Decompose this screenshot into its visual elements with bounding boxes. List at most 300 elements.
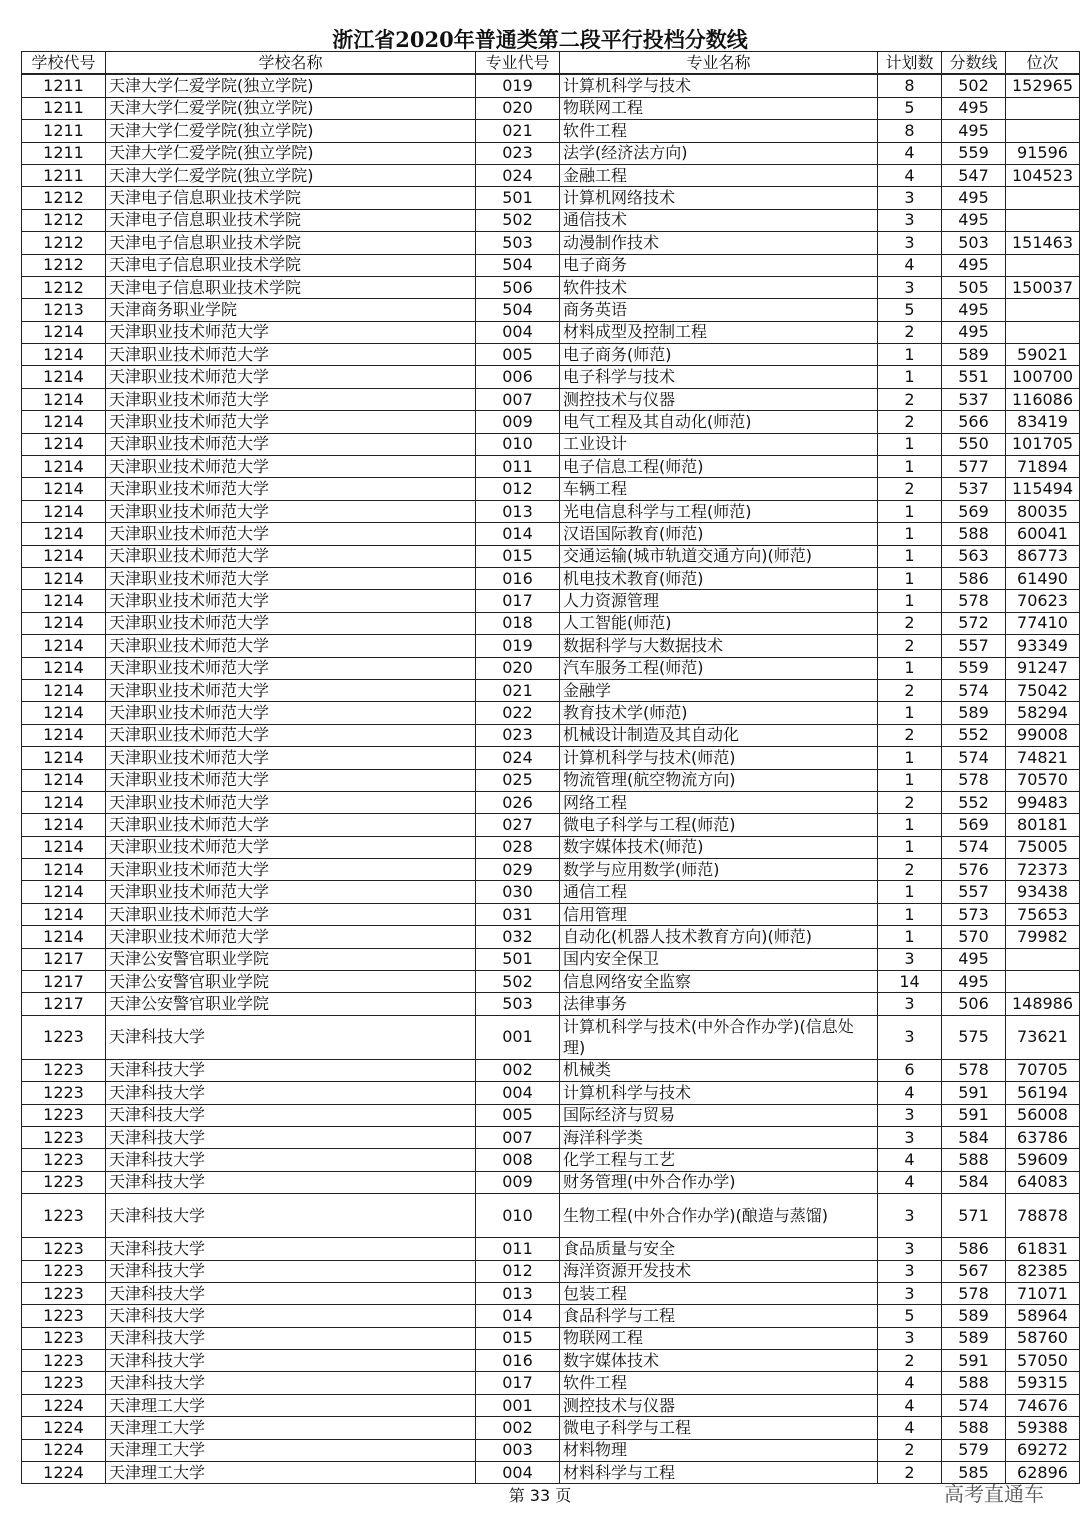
cell-rank: 75005: [1006, 836, 1080, 858]
cell-school-name: 天津科技大学: [106, 1059, 476, 1081]
cell-major-name: 计算机科学与技术(师范): [560, 747, 878, 769]
cell-plan: 3: [878, 1238, 942, 1260]
cell-major-name: 工业设计: [560, 433, 878, 455]
cell-plan: 3: [878, 1327, 942, 1349]
cell-major-name: 软件工程: [560, 120, 878, 142]
cell-rank: 59021: [1006, 344, 1080, 366]
cell-school-code: 1214: [22, 366, 106, 388]
cell-school-name: 天津职业技术师范大学: [106, 859, 476, 881]
cell-school-name: 天津电子信息职业技术学院: [106, 276, 476, 298]
cell-major-code: 021: [476, 120, 560, 142]
cell-school-code: 1214: [22, 791, 106, 813]
table-row: [22, 747, 1080, 769]
cell-school-code: 1223: [22, 1126, 106, 1148]
cell-major-name: 光电信息科学与工程(师范): [560, 500, 878, 522]
cell-major-name: 微电子科学与工程: [560, 1417, 878, 1439]
cell-major-code: 012: [476, 478, 560, 500]
cell-major-code: 007: [476, 1126, 560, 1148]
cell-rank: 116086: [1006, 388, 1080, 410]
cell-plan: 2: [878, 321, 942, 343]
cell-rank: 80181: [1006, 814, 1080, 836]
cell-score: 495: [942, 187, 1006, 209]
cell-major-code: 011: [476, 456, 560, 478]
table-row: [22, 679, 1080, 701]
cell-major-code: 029: [476, 859, 560, 881]
cell-plan: 6: [878, 1059, 942, 1081]
cell-school-name: 天津科技大学: [106, 1282, 476, 1304]
cell-major-name: 通信技术: [560, 209, 878, 231]
cell-rank: 86773: [1006, 545, 1080, 567]
cell-major-name: 材料成型及控制工程: [560, 321, 878, 343]
cell-score: 584: [942, 1126, 1006, 1148]
cell-score: 552: [942, 791, 1006, 813]
table-row: [22, 254, 1080, 276]
cell-rank: 57050: [1006, 1350, 1080, 1372]
cell-plan: 1: [878, 523, 942, 545]
cell-major-code: 504: [476, 299, 560, 321]
cell-school-code: 1211: [22, 74, 106, 97]
cell-major-name: 法学(经济法方向): [560, 142, 878, 164]
cell-rank: [1006, 209, 1080, 231]
cell-school-code: 1223: [22, 1194, 106, 1238]
table-row: [22, 657, 1080, 679]
cell-school-name: 天津职业技术师范大学: [106, 411, 476, 433]
cell-school-name: 天津理工大学: [106, 1439, 476, 1461]
table-row: [22, 209, 1080, 231]
cell-score: 589: [942, 702, 1006, 724]
cell-score: 563: [942, 545, 1006, 567]
cell-score: 495: [942, 254, 1006, 276]
table-row: [22, 612, 1080, 634]
cell-major-name: 食品科学与工程: [560, 1305, 878, 1327]
cell-score: 569: [942, 500, 1006, 522]
cell-school-name: 天津职业技术师范大学: [106, 456, 476, 478]
cell-rank: 62896: [1006, 1462, 1080, 1484]
cell-school-code: 1214: [22, 635, 106, 657]
cell-plan: 1: [878, 545, 942, 567]
cell-major-code: 004: [476, 1082, 560, 1104]
cell-major-code: 031: [476, 903, 560, 925]
cell-rank: 71071: [1006, 1282, 1080, 1304]
cell-school-code: 1214: [22, 411, 106, 433]
cell-rank: 91247: [1006, 657, 1080, 679]
cell-school-name: 天津职业技术师范大学: [106, 612, 476, 634]
cell-major-name: 汉语国际教育(师范): [560, 523, 878, 545]
cell-rank: [1006, 971, 1080, 993]
cell-plan: 4: [878, 142, 942, 164]
table-row: [22, 1149, 1080, 1171]
cell-score: 586: [942, 567, 1006, 589]
cell-rank: 56008: [1006, 1104, 1080, 1126]
table-row: [22, 232, 1080, 254]
cell-major-code: 014: [476, 523, 560, 545]
cell-school-code: 1211: [22, 164, 106, 186]
cell-school-code: 1217: [22, 948, 106, 970]
table-row: [22, 478, 1080, 500]
score-table: [21, 51, 1080, 1484]
cell-score: 550: [942, 433, 1006, 455]
table-row: [22, 456, 1080, 478]
cell-rank: 101705: [1006, 433, 1080, 455]
cell-rank: [1006, 187, 1080, 209]
cell-rank: [1006, 299, 1080, 321]
cell-score: 578: [942, 1282, 1006, 1304]
cell-major-name: 海洋科学类: [560, 1126, 878, 1148]
cell-major-name: 软件技术: [560, 276, 878, 298]
cell-plan: 2: [878, 1439, 942, 1461]
cell-rank: 83419: [1006, 411, 1080, 433]
cell-school-name: 天津公安警官职业学院: [106, 993, 476, 1015]
cell-major-code: 010: [476, 433, 560, 455]
cell-school-name: 天津科技大学: [106, 1149, 476, 1171]
table-row: [22, 1171, 1080, 1193]
cell-score: 569: [942, 814, 1006, 836]
cell-rank: 72373: [1006, 859, 1080, 881]
cell-school-name: 天津公安警官职业学院: [106, 971, 476, 993]
cell-school-code: 1223: [22, 1082, 106, 1104]
cell-major-code: 020: [476, 657, 560, 679]
cell-major-code: 026: [476, 791, 560, 813]
cell-school-name: 天津理工大学: [106, 1417, 476, 1439]
cell-school-code: 1214: [22, 747, 106, 769]
table-row: [22, 344, 1080, 366]
cell-plan: 2: [878, 1462, 942, 1484]
cell-school-code: 1211: [22, 142, 106, 164]
table-row: [22, 1059, 1080, 1081]
cell-school-code: 1223: [22, 1305, 106, 1327]
cell-major-code: 003: [476, 1439, 560, 1461]
cell-rank: 75653: [1006, 903, 1080, 925]
cell-score: 559: [942, 142, 1006, 164]
cell-rank: 104523: [1006, 164, 1080, 186]
cell-score: 588: [942, 523, 1006, 545]
cell-rank: 64083: [1006, 1171, 1080, 1193]
cell-plan: 1: [878, 590, 942, 612]
cell-school-code: 1224: [22, 1439, 106, 1461]
cell-major-name: 测控技术与仪器: [560, 388, 878, 410]
table-row: [22, 276, 1080, 298]
cell-school-name: 天津职业技术师范大学: [106, 769, 476, 791]
table-row: [22, 769, 1080, 791]
cell-major-code: 001: [476, 1394, 560, 1416]
cell-major-code: 502: [476, 209, 560, 231]
table-row: [22, 545, 1080, 567]
table-row: [22, 411, 1080, 433]
cell-rank: 61490: [1006, 567, 1080, 589]
cell-school-name: 天津科技大学: [106, 1350, 476, 1372]
cell-school-code: 1214: [22, 433, 106, 455]
cell-school-name: 天津大学仁爱学院(独立学院): [106, 74, 476, 97]
cell-school-name: 天津科技大学: [106, 1104, 476, 1126]
cell-school-code: 1223: [22, 1104, 106, 1126]
cell-school-code: 1214: [22, 500, 106, 522]
cell-school-name: 天津理工大学: [106, 1462, 476, 1484]
cell-major-code: 001: [476, 1015, 560, 1059]
cell-plan: 4: [878, 1082, 942, 1104]
cell-score: 579: [942, 1439, 1006, 1461]
cell-school-code: 1223: [22, 1238, 106, 1260]
table-row: [22, 1350, 1080, 1372]
cell-major-code: 024: [476, 747, 560, 769]
cell-major-code: 009: [476, 411, 560, 433]
cell-school-code: 1223: [22, 1059, 106, 1081]
cell-major-code: 017: [476, 1372, 560, 1394]
cell-score: 576: [942, 859, 1006, 881]
cell-plan: 14: [878, 971, 942, 993]
cell-rank: 74676: [1006, 1394, 1080, 1416]
cell-score: 577: [942, 456, 1006, 478]
cell-plan: 3: [878, 276, 942, 298]
header-major-code: 专业代号: [476, 52, 560, 75]
cell-plan: 2: [878, 724, 942, 746]
cell-score: 571: [942, 1194, 1006, 1238]
cell-school-name: 天津电子信息职业技术学院: [106, 209, 476, 231]
table-row: [22, 1260, 1080, 1282]
cell-rank: 75042: [1006, 679, 1080, 701]
cell-rank: 58964: [1006, 1305, 1080, 1327]
table-row: [22, 635, 1080, 657]
cell-school-name: 天津职业技术师范大学: [106, 926, 476, 948]
cell-major-code: 002: [476, 1059, 560, 1081]
table-row: [22, 1394, 1080, 1416]
cell-score: 495: [942, 321, 1006, 343]
cell-school-name: 天津职业技术师范大学: [106, 903, 476, 925]
cell-plan: 1: [878, 433, 942, 455]
cell-major-name: 数字媒体技术: [560, 1350, 878, 1372]
cell-school-code: 1214: [22, 545, 106, 567]
cell-major-name: 计算机科学与技术: [560, 1082, 878, 1104]
table-row: [22, 1194, 1080, 1238]
cell-score: 584: [942, 1171, 1006, 1193]
cell-major-name: 财务管理(中外合作办学): [560, 1171, 878, 1193]
cell-major-code: 503: [476, 993, 560, 1015]
cell-rank: 79982: [1006, 926, 1080, 948]
table-row: [22, 814, 1080, 836]
cell-plan: 1: [878, 747, 942, 769]
cell-major-name: 金融学: [560, 679, 878, 701]
cell-score: 574: [942, 836, 1006, 858]
cell-major-name: 交通运输(城市轨道交通方向)(师范): [560, 545, 878, 567]
cell-rank: 77410: [1006, 612, 1080, 634]
cell-score: 557: [942, 635, 1006, 657]
cell-plan: 3: [878, 187, 942, 209]
cell-score: 591: [942, 1082, 1006, 1104]
cell-plan: 1: [878, 926, 942, 948]
cell-school-name: 天津电子信息职业技术学院: [106, 187, 476, 209]
cell-major-name: 商务英语: [560, 299, 878, 321]
cell-major-code: 006: [476, 366, 560, 388]
table-row: [22, 948, 1080, 970]
cell-school-code: 1214: [22, 612, 106, 634]
cell-school-code: 1214: [22, 881, 106, 903]
cell-major-name: 汽车服务工程(师范): [560, 657, 878, 679]
table-row: [22, 1238, 1080, 1260]
cell-plan: 4: [878, 1372, 942, 1394]
cell-plan: 1: [878, 344, 942, 366]
table-row: [22, 366, 1080, 388]
cell-score: 588: [942, 1149, 1006, 1171]
cell-plan: 1: [878, 702, 942, 724]
cell-rank: 74821: [1006, 747, 1080, 769]
table-row: [22, 1327, 1080, 1349]
cell-school-name: 天津职业技术师范大学: [106, 523, 476, 545]
table-row: [22, 971, 1080, 993]
cell-major-code: 015: [476, 1327, 560, 1349]
cell-rank: 59388: [1006, 1417, 1080, 1439]
cell-rank: 99483: [1006, 791, 1080, 813]
cell-score: 589: [942, 344, 1006, 366]
cell-major-name: 材料科学与工程: [560, 1462, 878, 1484]
cell-plan: 2: [878, 478, 942, 500]
cell-plan: 4: [878, 164, 942, 186]
cell-school-code: 1214: [22, 388, 106, 410]
cell-score: 505: [942, 276, 1006, 298]
cell-school-name: 天津职业技术师范大学: [106, 881, 476, 903]
cell-rank: 56194: [1006, 1082, 1080, 1104]
cell-rank: 58760: [1006, 1327, 1080, 1349]
table-row: [22, 1104, 1080, 1126]
header-plan: 计划数: [878, 52, 942, 75]
cell-rank: [1006, 948, 1080, 970]
cell-plan: 3: [878, 1282, 942, 1304]
cell-rank: 60041: [1006, 523, 1080, 545]
table-row: [22, 1305, 1080, 1327]
cell-major-code: 009: [476, 1171, 560, 1193]
cell-rank: 78878: [1006, 1194, 1080, 1238]
cell-school-name: 天津职业技术师范大学: [106, 567, 476, 589]
cell-rank: 91596: [1006, 142, 1080, 164]
cell-plan: 1: [878, 903, 942, 925]
cell-plan: 3: [878, 1194, 942, 1238]
cell-score: 578: [942, 1059, 1006, 1081]
cell-school-name: 天津科技大学: [106, 1372, 476, 1394]
table-row: [22, 926, 1080, 948]
cell-major-name: 测控技术与仪器: [560, 1394, 878, 1416]
table-row: [22, 1126, 1080, 1148]
cell-major-name: 信用管理: [560, 903, 878, 925]
cell-school-code: 1223: [22, 1327, 106, 1349]
cell-school-code: 1223: [22, 1260, 106, 1282]
cell-major-code: 004: [476, 321, 560, 343]
cell-rank: 59609: [1006, 1149, 1080, 1171]
header-rank: 位次: [1006, 52, 1080, 75]
cell-school-code: 1223: [22, 1149, 106, 1171]
cell-plan: 1: [878, 836, 942, 858]
cell-plan: 1: [878, 366, 942, 388]
table-row: [22, 500, 1080, 522]
cell-school-code: 1214: [22, 769, 106, 791]
cell-plan: 8: [878, 74, 942, 97]
cell-school-name: 天津职业技术师范大学: [106, 366, 476, 388]
cell-rank: 63786: [1006, 1126, 1080, 1148]
cell-major-name: 机械类: [560, 1059, 878, 1081]
cell-score: 591: [942, 1104, 1006, 1126]
brand-watermark: 高考直通车: [944, 1482, 1044, 1506]
cell-plan: 2: [878, 1350, 942, 1372]
cell-school-code: 1214: [22, 836, 106, 858]
cell-major-name: 物联网工程: [560, 1327, 878, 1349]
cell-major-code: 005: [476, 344, 560, 366]
cell-rank: 99008: [1006, 724, 1080, 746]
cell-school-code: 1214: [22, 478, 106, 500]
cell-school-name: 天津职业技术师范大学: [106, 344, 476, 366]
cell-school-name: 天津职业技术师范大学: [106, 679, 476, 701]
cell-major-code: 016: [476, 567, 560, 589]
cell-rank: 70623: [1006, 590, 1080, 612]
cell-plan: 1: [878, 567, 942, 589]
cell-school-code: 1223: [22, 1372, 106, 1394]
cell-plan: 3: [878, 993, 942, 1015]
cell-school-code: 1214: [22, 567, 106, 589]
cell-plan: 4: [878, 254, 942, 276]
cell-major-code: 011: [476, 1238, 560, 1260]
cell-school-code: 1214: [22, 679, 106, 701]
cell-school-name: 天津科技大学: [106, 1015, 476, 1059]
cell-major-name: 法律事务: [560, 993, 878, 1015]
cell-school-code: 1214: [22, 926, 106, 948]
table-row: [22, 1282, 1080, 1304]
cell-school-name: 天津职业技术师范大学: [106, 545, 476, 567]
cell-school-code: 1214: [22, 344, 106, 366]
cell-rank: [1006, 321, 1080, 343]
table-row: [22, 142, 1080, 164]
cell-score: 537: [942, 388, 1006, 410]
cell-rank: 151463: [1006, 232, 1080, 254]
cell-major-name: 化学工程与工艺: [560, 1149, 878, 1171]
cell-rank: 69272: [1006, 1439, 1080, 1461]
cell-school-name: 天津职业技术师范大学: [106, 433, 476, 455]
cell-school-code: 1211: [22, 97, 106, 119]
cell-major-code: 013: [476, 500, 560, 522]
cell-score: 578: [942, 769, 1006, 791]
cell-plan: 5: [878, 1305, 942, 1327]
cell-school-name: 天津大学仁爱学院(独立学院): [106, 164, 476, 186]
cell-major-code: 018: [476, 612, 560, 634]
cell-major-name: 动漫制作技术: [560, 232, 878, 254]
cell-major-code: 501: [476, 948, 560, 970]
table-row: [22, 1439, 1080, 1461]
cell-major-name: 自动化(机器人技术教育方向)(师范): [560, 926, 878, 948]
table-row: [22, 97, 1080, 119]
cell-major-name: 国内安全保卫: [560, 948, 878, 970]
header-school-code: 学校代号: [22, 52, 106, 75]
cell-plan: 1: [878, 657, 942, 679]
cell-school-code: 1223: [22, 1171, 106, 1193]
cell-plan: 3: [878, 1126, 942, 1148]
cell-score: 586: [942, 1238, 1006, 1260]
cell-school-name: 天津科技大学: [106, 1238, 476, 1260]
cell-school-code: 1214: [22, 456, 106, 478]
cell-score: 495: [942, 299, 1006, 321]
cell-major-name: 软件工程: [560, 1372, 878, 1394]
cell-rank: [1006, 97, 1080, 119]
cell-plan: 1: [878, 769, 942, 791]
cell-score: 588: [942, 1372, 1006, 1394]
cell-school-code: 1214: [22, 321, 106, 343]
table-row: [22, 433, 1080, 455]
cell-school-name: 天津商务职业学院: [106, 299, 476, 321]
cell-rank: [1006, 254, 1080, 276]
cell-school-code: 1212: [22, 232, 106, 254]
cell-major-name: 数字媒体技术(师范): [560, 836, 878, 858]
cell-score: 552: [942, 724, 1006, 746]
cell-major-code: 015: [476, 545, 560, 567]
cell-major-code: 027: [476, 814, 560, 836]
cell-score: 574: [942, 1394, 1006, 1416]
cell-rank: 82385: [1006, 1260, 1080, 1282]
cell-rank: 93438: [1006, 881, 1080, 903]
cell-plan: 2: [878, 679, 942, 701]
